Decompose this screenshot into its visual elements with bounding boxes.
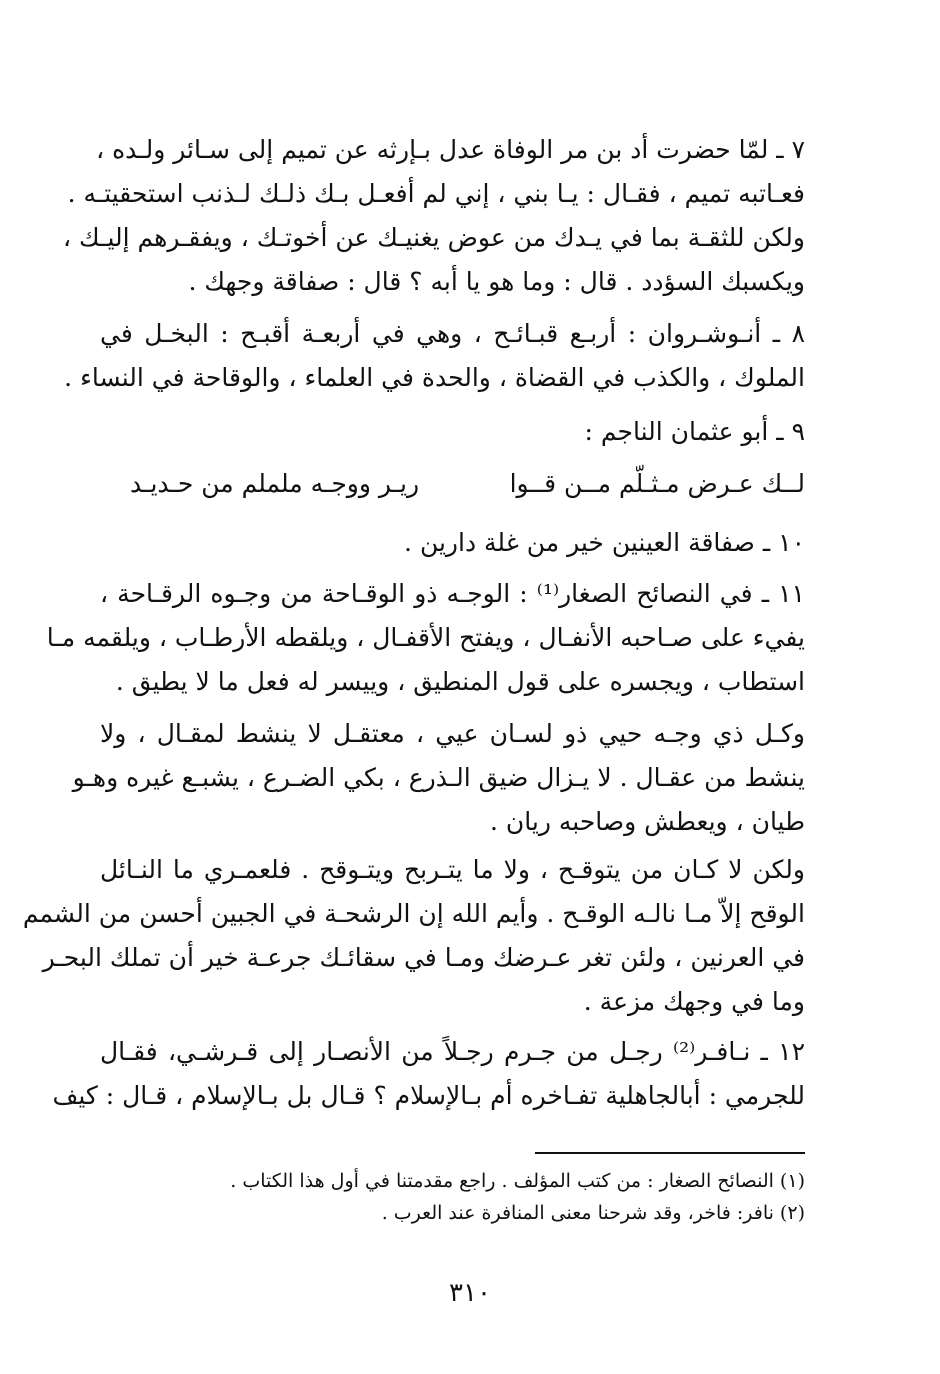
text-line: وما في وجهك مزعة . <box>583 987 805 1016</box>
text-line: ١١ ـ في النصائح الصغار⁽¹⁾ : الوجـه ذو الوقـاحة من وجـوه الرقـاحة ، <box>100 579 805 608</box>
text-line: ينشط من عقـال . لا يـزال ضيق الـذرع ، بكي الضـرع ، يشبـع غيره وهـو <box>72 763 805 792</box>
text-line: وكـل ذي وجـه حيي ذو لسـان عيي ، معتقـل لا ينشط لمقـال ، ولا <box>100 719 805 748</box>
paragraph-9 <box>100 410 805 454</box>
paragraph-10 <box>100 521 805 565</box>
text-line: ٧ ـ لمّا حضرت أد بن مر الوفاة عدل بـإرثه عن تميم إلى سـائر ولـده ، <box>96 135 805 164</box>
paragraph-12 <box>52 1030 805 1118</box>
page-number: ٣١٠ <box>449 1278 491 1308</box>
text-line: ١٢ ـ نـافـر⁽²⁾ رجـل من جـرم رجـلاً من الأنصـار إلى قـرشـي، فقـال <box>100 1037 805 1066</box>
text-line: ٨ ـ أنـوشـروان : أربـع قبـائـح ، وهي في أربعـة أقبـح : البخـل في <box>100 319 805 348</box>
verse-second-hemistich: ريـر ووجـه ململم من حـديـد <box>130 469 420 498</box>
paragraph-11 <box>46 572 805 704</box>
text-line: يفيء على صـاحبه الأنفـال ، ويفتح الأقفـال ، ويلقطه الأرطـاب ، ويلقمه مـا <box>46 623 805 652</box>
footnote-2: (٢) نافر: فاخر، وقد شرحنا معنى المنافرة عند العرب . <box>381 1202 805 1224</box>
paragraph-11-continued-b <box>22 848 805 1024</box>
paragraph-8 <box>64 312 805 400</box>
poetry-verse <box>130 462 805 506</box>
paragraph-11-continued-a <box>72 712 805 844</box>
text-line: الوقح إلاّ مـا نالـه الوقـح . وأيم الله إن الرشحـة في الجبين أحسن من الشمم <box>22 899 805 928</box>
text-line: ولكن لا كـان من يتوقـح ، ولا ما يتـربح ويتـوقح . فلعمـري ما النـائل <box>100 855 805 884</box>
paragraph-7 <box>63 128 805 304</box>
text-line: في العرنين ، ولئن تغر عـرضك ومـا في سقائـك جرعـة خير أن تملك البحـر <box>42 943 805 972</box>
text-line: استطاب ، ويجسره على قول المنطيق ، وييسر له فعل ما لا يطيق . <box>115 667 805 696</box>
text-line: ٩ ـ أبو عثمان الناجم : <box>584 417 805 446</box>
text-line: للجرمي : أبالجاهلية تفـاخره أم بـالإسلام ؟ قـال بل بـالإسلام ، قـال : كيف <box>52 1081 805 1110</box>
text-line: طيان ، ويعطش وصاحبه ريان . <box>490 807 805 836</box>
footnotes <box>100 1165 805 1229</box>
text-line: الملوك ، والكذب في القضاة ، والحدة في العلماء ، والوقاحة في النساء . <box>64 363 805 392</box>
text-line: ولكن للثقـة بما في يـدك من عوض يغنيـك عن أخوتـك ، ويفقـرهم إليـك ، <box>63 223 805 252</box>
text-line: ١٠ ـ صفاقة العينين خير من غلة دارين . <box>404 528 805 557</box>
verse-first-hemistich: لــك عـرض مـثـلّم مــن قــوا <box>509 469 805 498</box>
footnote-1: (١) النصائح الصغار : من كتب المؤلف . راجع مقدمتنا في أول هذا الكتاب . <box>230 1170 805 1192</box>
text-line: ويكسبك السؤدد . قال : وما هو يا أبه ؟ قال : صفاقة وجهك . <box>188 267 805 296</box>
text-line: فعـاتبه تميم ، فقـال : يـا بني ، إني لم أفعـل بـك ذلـك لـذنب استحقيتـه . <box>67 179 805 208</box>
footnote-divider <box>535 1152 805 1154</box>
